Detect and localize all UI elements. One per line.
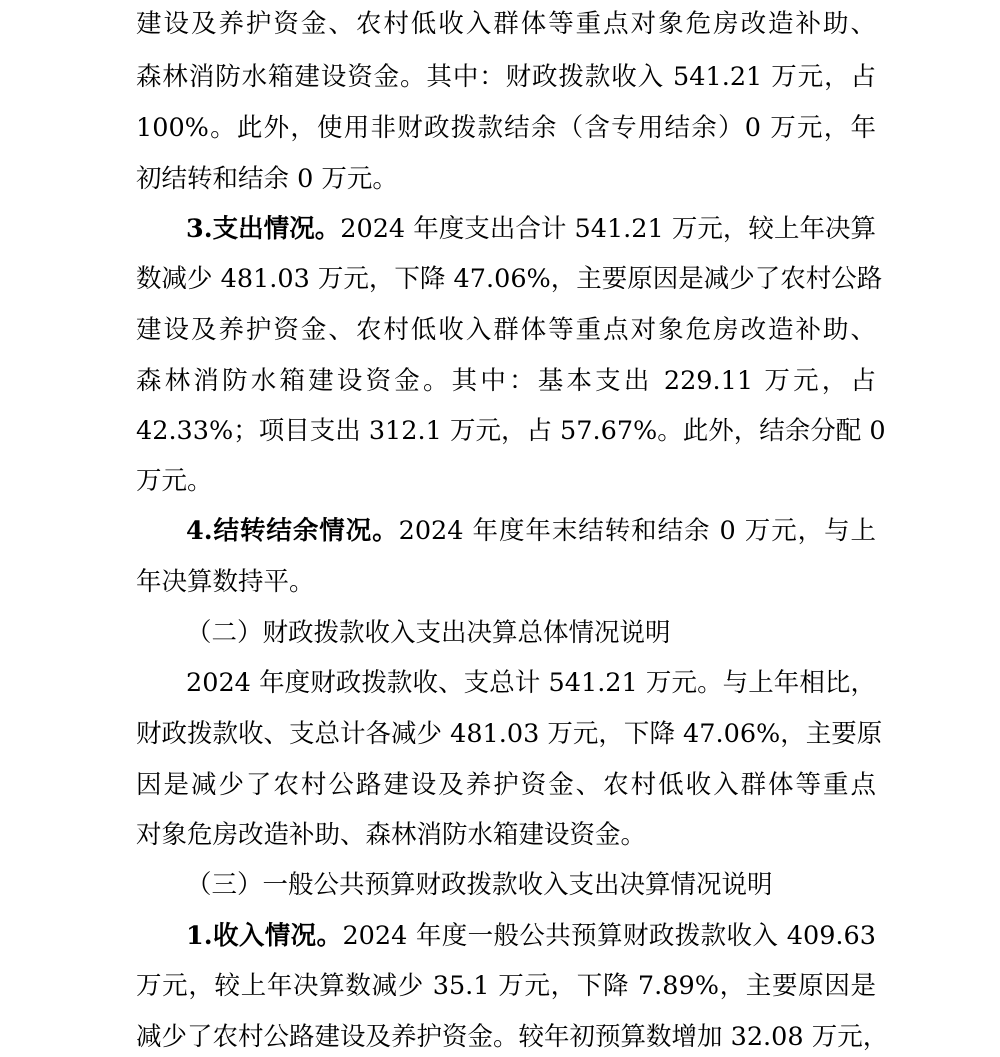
paragraph-carryover-first-line: [186, 516, 876, 546]
text-line: 财政拨款收、支总计各减少 481.03 万元，下降 47.06%，主要原: [136, 719, 883, 749]
text-line: 初结转和结余 0 万元。: [136, 164, 398, 194]
text-line: 建设及养护资金、农村低收入群体等重点对象危房改造补助、: [136, 9, 876, 39]
text-line: 森林消防水箱建设资金。其中：基本支出 229.11 万元，占: [136, 366, 876, 396]
section-heading-carryover: 4.结转结余情况。: [186, 516, 399, 546]
section-heading-fiscal-total: （二）财政拨款收入支出决算总体情况说明: [186, 618, 671, 648]
paragraph-expenditure-first-line: [186, 214, 876, 244]
text-line: 减少了农村公路建设及养护资金。较年初预算数增加 32.08 万元，: [136, 1022, 889, 1052]
text-line: 2024 年度财政拨款收、支总计 541.21 万元。与上年相比，: [186, 668, 876, 698]
text-line: 因是减少了农村公路建设及养护资金、农村低收入群体等重点: [136, 770, 876, 800]
text-line: 年决算数持平。: [136, 567, 315, 597]
text-line: 对象危房改造补助、森林消防水箱建设资金。: [136, 820, 647, 850]
section-heading-income: 1.收入情况。: [186, 921, 343, 951]
text-line: 42.33%；项目支出 312.1 万元，占 57.67%。此外，结余分配 0: [136, 416, 886, 446]
section-heading-general-budget: （三）一般公共预算财政拨款收入支出决算情况说明: [186, 870, 773, 900]
text-span: 2024 年度一般公共预算财政拨款收入 409.63: [342, 921, 876, 951]
text-line: 万元，较上年决算数减少 35.1 万元，下降 7.89%，主要原因是: [136, 971, 876, 1001]
text-line: 建设及养护资金、农村低收入群体等重点对象危房改造补助、: [136, 315, 876, 345]
text-line: 100%。此外，使用非财政拨款结余（含专用结余）0 万元，年: [136, 113, 876, 143]
text-line: 万元。: [136, 466, 213, 496]
text-line: 数减少 481.03 万元，下降 47.06%，主要原因是减少了农村公路: [136, 264, 883, 294]
section-heading-expenditure: 3.支出情况。: [186, 214, 341, 244]
paragraph-income-first-line: [186, 921, 876, 951]
text-line: 森林消防水箱建设资金。其中：财政拨款收入 541.21 万元，占: [136, 62, 876, 92]
text-span: 2024 年度年末结转和结余 0 万元，与上: [398, 516, 877, 546]
text-span: 2024 年度支出合计 541.21 万元，较上年决算: [340, 214, 876, 244]
